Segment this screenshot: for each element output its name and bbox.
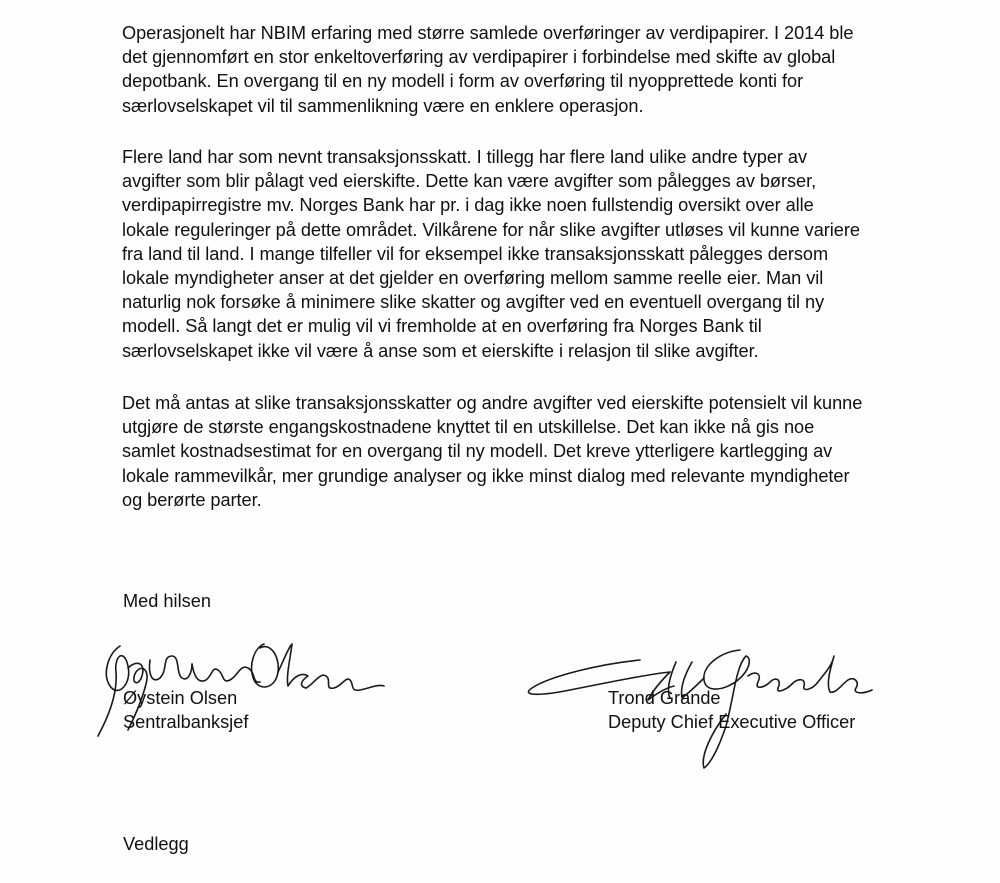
body-paragraph-2: Flere land har som nevnt transaksjonsskatt. I tillegg har flere land ulike andre typer av avgifter som blir pålagt ved eierskifte. Dette kan være avgifter som pålegges av børser, verdipapirregistre mv. Norges Bank har pr. i dag ikke noen fullstendig oversikt over alle lokale reguleringer på dette området. Vilkårene for når slike avgifter utløses vil kunne variere fra land til land. I mange tilfeller vil for eksempel ikke transaksjonsskatt pålegges dersom lokale myndigheter anser at det gjelder en overføring mellom samme reelle eier. Man vil naturlig nok forsøke å minimere slike skatter og avgifter ved en eventuell overgang til ny modell. Så langt det er mulig vil vi fremholde at en overføring fra Norges Bank til særlovselskapet ikke vil være å anse som et eierskifte i relasjon til slike avgifter. bbox=[122, 147, 860, 361]
signatory-left-title: Sentralbanksjef bbox=[123, 712, 249, 732]
signatory-right-title: Deputy Chief Executive Officer bbox=[608, 712, 856, 732]
signatory-left-name: Øystein Olsen bbox=[123, 688, 238, 708]
attachments-label: Vedlegg bbox=[123, 834, 189, 854]
closing-salutation: Med hilsen bbox=[123, 591, 211, 611]
body-paragraph-1: Operasjonelt har NBIM erfaring med større samlede overføringer av verdipapirer. I 2014 ble det gjennomført en stor enkeltoverføring av verdipapirer i forbindelse med skifte av global depotbank. En overgang til en ny modell i form av overføring til nyopprettede konti for særlovselskapet vil til sammenlikning være en enklere operasjon. bbox=[122, 23, 854, 116]
body-paragraph-3: Det må antas at slike transaksjonsskatter og andre avgifter ved eierskifte potensielt vil kunne utgjøre de største engangskostnadene knyttet til en utskillelse. Det kan ikke nå gis noe samlet kostnadsestimat for en overgang til ny modell. Det kreve ytterligere kartlegging av lokale rammevilkår, mer grundige analyser og ikke minst dialog med relevante myndigheter og berørte parter. bbox=[122, 393, 863, 510]
signatory-right-name: Trond Grande bbox=[608, 688, 721, 708]
